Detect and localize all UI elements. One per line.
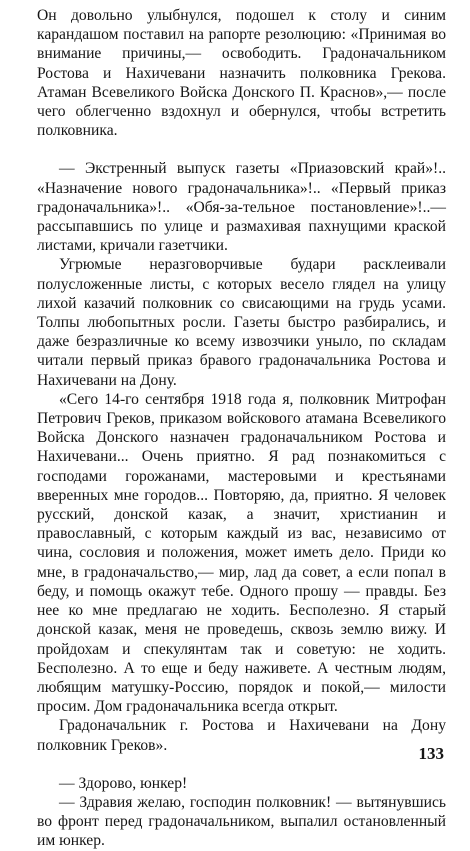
section-gap (37, 140, 446, 159)
section-gap (37, 755, 446, 774)
page-number: 133 (418, 744, 444, 763)
paragraph-reply: — Здравия желаю, господин полковник! — вытянувшись во фронт перед градоначальником, выпалил остановленный им юнкер. (37, 793, 446, 850)
paragraph-crowds: Угрюмые неразговорчивые будари расклеивали полусложенные листы, с которых весело глядел на улицу лихой казачий полковник со свисающими на грудь усами. Толпы любопытных росли. Газеты быстро разбирались, и даже безразличные ко всему извозчики уныло, по складам читали первый приказ бравого градоначальника Ростова и Нахичевани на Дону. (37, 256, 446, 389)
paragraph-greeting: — Здорово, юнкер! (59, 774, 188, 792)
paragraph-newspaper: — Экстренный выпуск газеты «Приазовский край»!.. «Назначение нового градоначальника»!.. «Первый приказ градоначальника»!.. «Обя-за-тельное постановление»!..— рассыпавшись по улице и размахивая пахнущими краской листами, кричали газетчики. (37, 160, 446, 255)
paragraph-order: «Сего 14-го сентября 1918 года я, полковник Митрофан Петрович Греков, приказом войскового атамана Всевеликого Войска Донского назначен градоначальником Ростова и Нахичевани... Очень приятно. Я рад познакомиться с господами горожанами, мастеровыми и крестьянами вверенных мне городов... Повторяю, да, приятно. Я человек русский, донской казак, а значит, христианин и православный, с которым каждый из вас, независимо от чина, сословия и положения, может иметь дело. Приди ко мне, в градоначальство,— мир, лад да совет, а если попал в беду, и помощь окажут тебе. Одного прошу — правды. Без нее ко мне предлагаю не ходить. Бесполезно. Я старый донской казак, меня не проведешь, сквозь землю вижу. И пройдохам и спекулянтам так и советую: не ходить. Бесполезно. А то еще и беду наживете. А честным людям, любящим матушку-Россию, порядок и покой,— милости просим. Дом градоначальника всегда открыт. (37, 390, 446, 716)
paragraph-signature: Градоначальник г. Ростова и Нахичевани на Дону полковник Греков». (37, 717, 446, 754)
paragraph-resolution: Он довольно улыбнулся, подошел к столу и синим карандашом поставил на рапорте резолюцию: «Принимая во внимание причины,— освободить. Градоначальником Ростова и Нахичевани назначить полковника Грекова. Атаман Всевеликого Войска Донского П. Краснов»,— после чего облегченно вздохнул и обернулся, чтобы встретить полковника. (37, 7, 446, 140)
